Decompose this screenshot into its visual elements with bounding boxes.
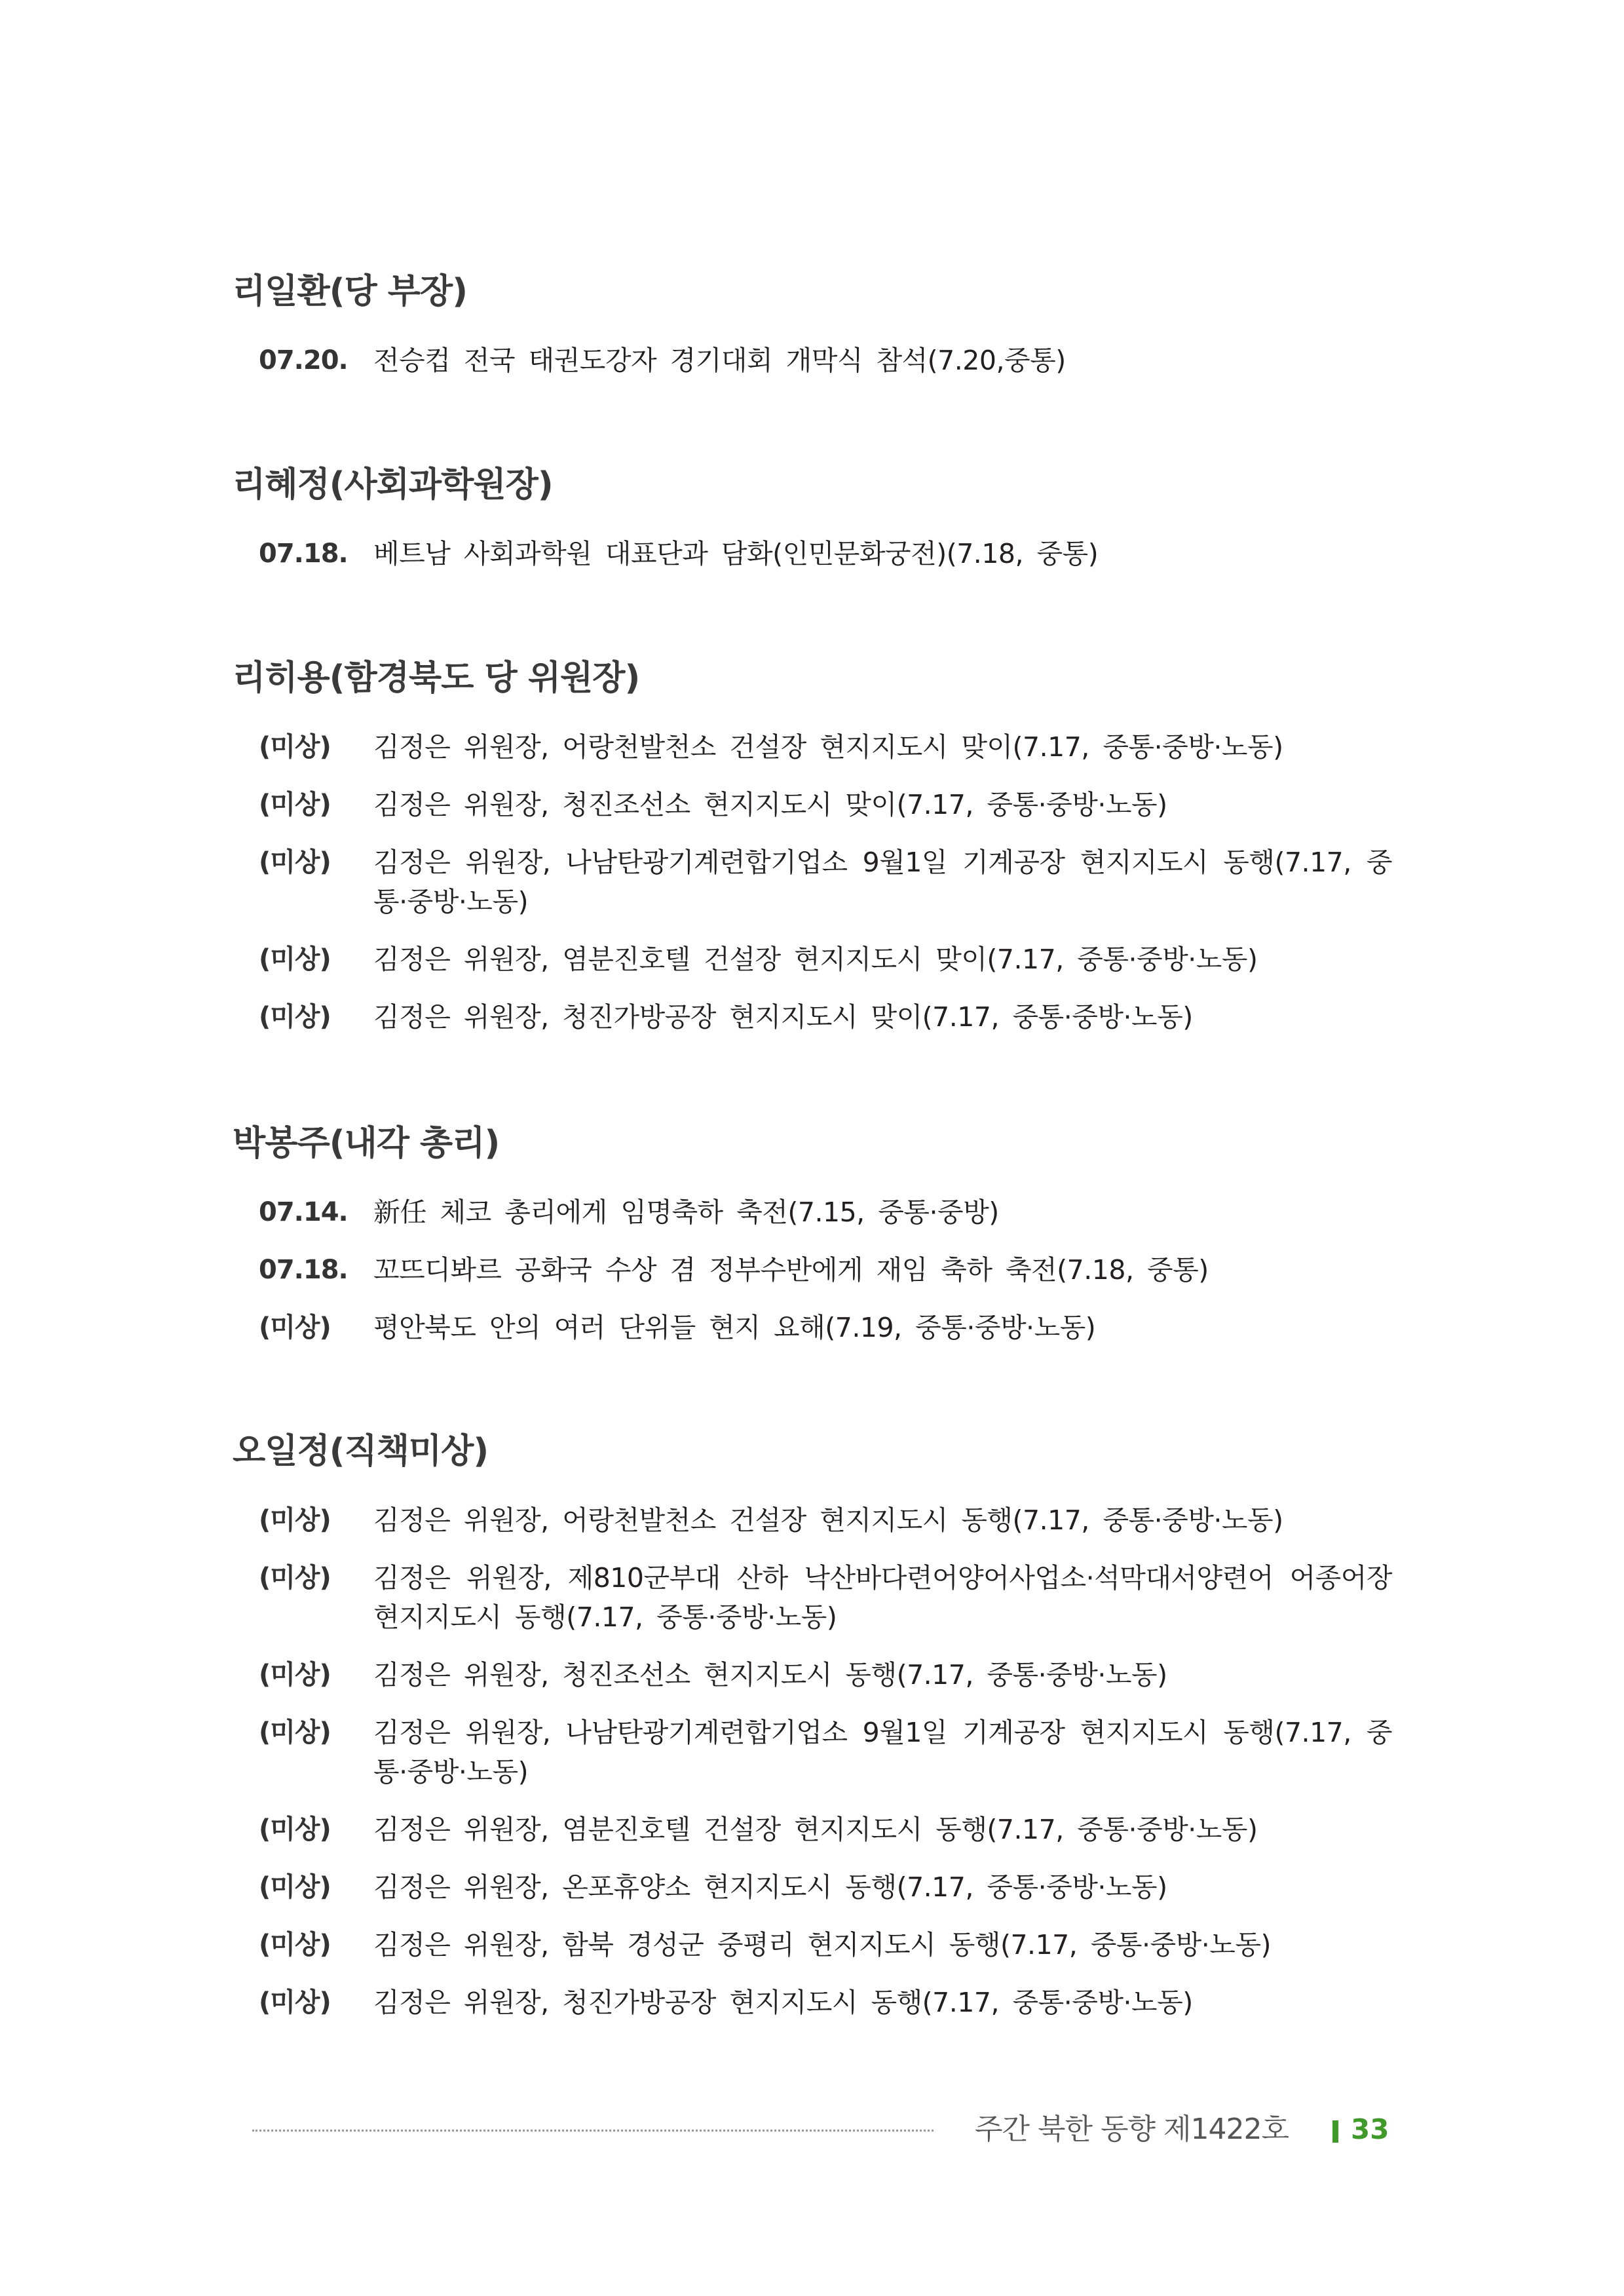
entry-list xyxy=(233,1193,1392,1347)
list-item xyxy=(233,1501,1392,1540)
entry-text: 김정은 위원장, 어랑천발천소 건설장 현지지도시 동행(7.17, 중통·중방·노동) xyxy=(373,1504,1283,1536)
entry-date: (미상) xyxy=(259,944,331,974)
list-item xyxy=(233,1867,1392,1907)
page-number: 33 xyxy=(1351,2113,1389,2145)
entry-date: (미상) xyxy=(259,1717,331,1748)
entry-text: 김정은 위원장, 청진가방공장 현지지도시 맞이(7.17, 중통·중방·노동) xyxy=(373,1001,1193,1033)
entry-date: (미상) xyxy=(259,1660,331,1690)
list-item xyxy=(233,1193,1392,1232)
entry-text: 김정은 위원장, 청진조선소 현지지도시 맞이(7.17, 중통·중방·노동) xyxy=(373,789,1167,820)
entry-date: (미상) xyxy=(259,1987,331,2018)
entry-text: 김정은 위원장, 염분진호텔 건설장 현지지도시 맞이(7.17, 중통·중방·노동) xyxy=(373,944,1258,975)
section-o-il-jeong xyxy=(233,1428,1392,2040)
list-item xyxy=(233,1810,1392,1849)
section-heading: 리히용(함경북도 당 위원장) xyxy=(233,659,640,698)
entry-text: 꼬뜨디봐르 공화국 수상 겸 정부수반에게 재임 축하 축전(7.18, 중통) xyxy=(373,1254,1209,1286)
list-item xyxy=(233,1925,1392,1964)
list-item xyxy=(233,1655,1392,1694)
section-lee-hye-jeong xyxy=(233,462,1392,592)
list-item xyxy=(233,534,1392,573)
list-item xyxy=(233,940,1392,979)
entry-date: (미상) xyxy=(259,1505,331,1535)
section-lee-hi-yong xyxy=(233,655,1392,1055)
entry-text: 김정은 위원장, 나남탄광기계련합기업소 9월1일 기계공장 현지지도시 동행(7.17, 중통·중방·노동) xyxy=(373,847,1392,917)
footer-accent-bar xyxy=(1332,2120,1338,2143)
entry-date: (미상) xyxy=(259,1872,331,1902)
section-heading: 리혜정(사회과학원장) xyxy=(233,465,553,505)
entry-date: (미상) xyxy=(259,732,331,762)
entry-text: 김정은 위원장, 나남탄광기계련합기업소 9월1일 기계공장 현지지도시 동행(7.17, 중통·중방·노동) xyxy=(373,1717,1392,1788)
section-lee-il-hwan xyxy=(233,269,1392,398)
entry-date: 07.14. xyxy=(259,1197,348,1227)
list-item xyxy=(233,1250,1392,1290)
entry-text: 전승컵 전국 태권도강자 경기대회 개막식 참석(7.20,중통) xyxy=(373,345,1066,376)
entry-text: 평안북도 안의 여러 단위들 현지 요해(7.19, 중통·중방·노동) xyxy=(373,1312,1096,1343)
footer-dotted-divider xyxy=(252,2130,934,2132)
entry-date: 07.18. xyxy=(259,1255,348,1285)
entry-text: 김정은 위원장, 청진가방공장 현지지도시 동행(7.17, 중통·중방·노동) xyxy=(373,1987,1193,2018)
entry-list xyxy=(233,1501,1392,2022)
entry-text: 新任 체코 총리에게 임명축하 축전(7.15, 중통·중방) xyxy=(373,1196,999,1228)
section-heading: 리일환(당 부장) xyxy=(233,272,468,311)
entry-date: (미상) xyxy=(259,1930,331,1960)
entry-text: 김정은 위원장, 청진조선소 현지지도시 동행(7.17, 중통·중방·노동) xyxy=(373,1659,1167,1691)
entry-text: 베트남 사회과학원 대표단과 담화(인민문화궁전)(7.18, 중통) xyxy=(373,538,1099,569)
entry-text: 김정은 위원장, 염분진호텔 건설장 현지지도시 동행(7.17, 중통·중방·노동) xyxy=(373,1814,1258,1845)
list-item xyxy=(233,997,1392,1037)
entry-list xyxy=(233,727,1392,1037)
entry-text: 김정은 위원장, 어랑천발천소 건설장 현지지도시 맞이(7.17, 중통·중방·노동) xyxy=(373,731,1283,763)
entry-date: (미상) xyxy=(259,1312,331,1343)
section-heading: 박봉주(내각 총리) xyxy=(233,1124,500,1163)
entry-date: (미상) xyxy=(259,1814,331,1845)
list-item xyxy=(233,785,1392,824)
list-item xyxy=(233,843,1392,921)
list-item xyxy=(233,1713,1392,1791)
entry-list xyxy=(233,534,1392,573)
section-heading: 오일정(직책미상) xyxy=(233,1432,489,1471)
entry-text: 김정은 위원장, 함북 경성군 중평리 현지지도시 동행(7.17, 중통·중방·노동) xyxy=(373,1929,1271,1961)
entry-date: (미상) xyxy=(259,847,331,877)
entry-date: (미상) xyxy=(259,1563,331,1593)
entry-date: (미상) xyxy=(259,1002,331,1032)
entry-list xyxy=(233,341,1392,380)
list-item xyxy=(233,1558,1392,1637)
list-item xyxy=(233,1983,1392,2022)
entry-text: 김정은 위원장, 제810군부대 산하 낙산바다련어양어사업소·석막대서양련어 어종어장 현지지도시 동행(7.17, 중통·중방·노동) xyxy=(373,1562,1392,1633)
list-item xyxy=(233,727,1392,767)
entry-date: 07.18. xyxy=(259,539,348,569)
entry-text: 김정은 위원장, 온포휴양소 현지지도시 동행(7.17, 중통·중방·노동) xyxy=(373,1871,1167,1903)
footer-publication-title: 주간 북한 동향 제1422호 xyxy=(975,2113,1289,2146)
entry-date: 07.20. xyxy=(259,345,348,375)
list-item xyxy=(233,1308,1392,1347)
entry-date: (미상) xyxy=(259,790,331,820)
section-pak-bong-ju xyxy=(233,1120,1392,1366)
list-item xyxy=(233,341,1392,380)
